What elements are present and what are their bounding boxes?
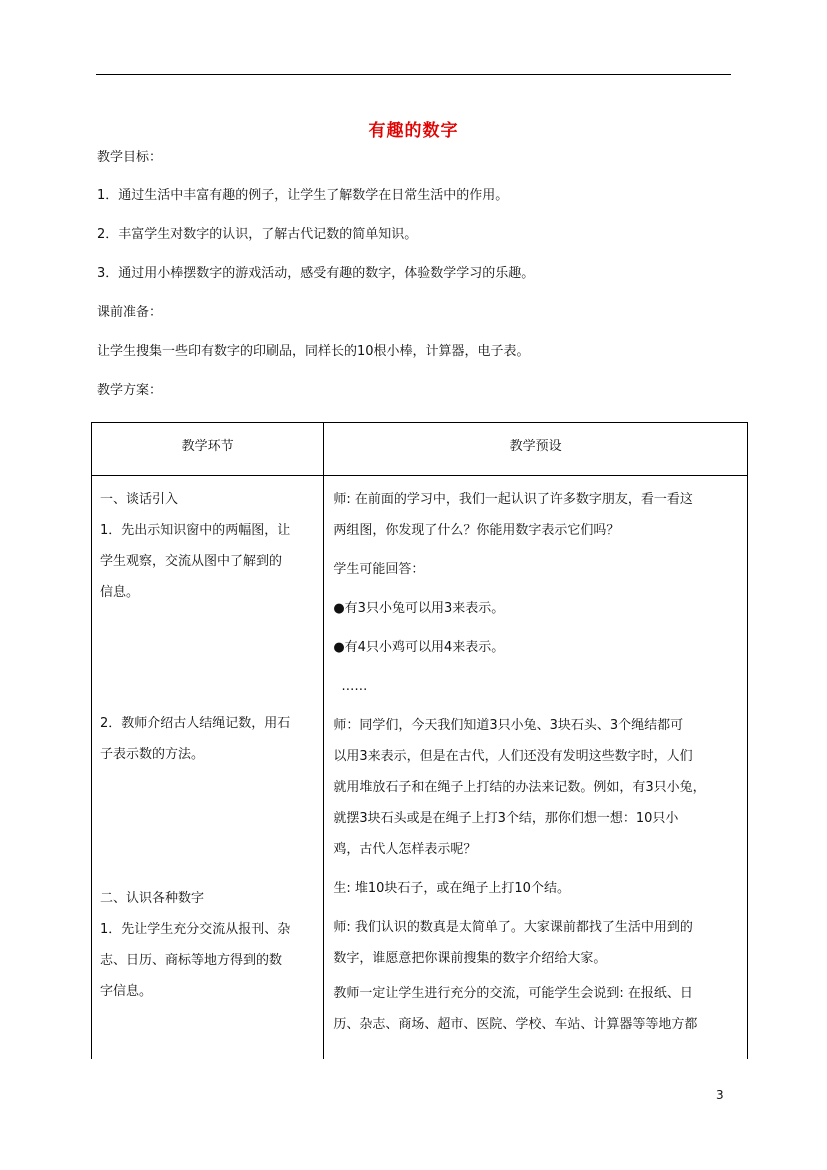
section-2-item-1-line-1: 1．先让学生充分交流从报刊、杂 — [100, 922, 291, 937]
header-stage: 教学环节 — [92, 423, 324, 476]
section-2-title: 二、认识各种数字 — [100, 891, 205, 906]
section-1-item-1-line-1: 1．先出示知识窗中的两幅图，让 — [100, 523, 291, 538]
preset-line: …… — [341, 679, 368, 694]
preset-line: 师: 在前面的学习中，我们一起认识了许多数字朋友，看一看这 — [333, 492, 693, 507]
preset-line: 学生可能回答： — [333, 562, 425, 577]
preset-line: 师: 我们认识的数真是太简单了。大家课前都找了生活中用到的 — [333, 920, 693, 935]
preset-line: 师：同学们，今天我们知道3只小兔、3块石头、3个绳结都可 — [333, 718, 684, 733]
header-rule — [96, 74, 731, 75]
objectives-heading: 教学目标： — [97, 150, 163, 165]
preset-line: ●有3只小兔可以用3来表示。 — [333, 601, 505, 616]
preset-line: 数字，谁愿意把你课前搜集的数字介绍给大家。 — [333, 951, 607, 966]
page-number: 3 — [716, 1088, 724, 1102]
preset-line: ●有4只小鸡可以用4来表示。 — [333, 640, 505, 655]
section-2-item-1-line-2: 志、日历、商标等地方得到的数 — [100, 953, 283, 968]
preset-line: 教师一定让学生进行充分的交流，可能学生会说到: 在报纸、日 — [333, 986, 693, 1001]
header-preset: 教学预设 — [324, 423, 748, 476]
section-2-item-1-line-3: 字信息。 — [100, 984, 153, 999]
prep-text: 让学生搜集一些印有数字的印刷品，同样长的10根小棒，计算器，电子表。 — [97, 344, 530, 359]
section-1-item-2-line-1: 2．教师介绍古人结绳记数，用石 — [100, 716, 291, 731]
document-title: 有趣的数字 — [368, 121, 459, 141]
section-1-title: 一、谈话引入 — [100, 492, 179, 507]
section-1-item-1-line-2: 学生观察，交流从图中了解到的 — [100, 554, 283, 569]
preset-line: 生: 堆10块石子，或在绳子上打10个结。 — [333, 881, 570, 896]
preset-line: 两组图，你发现了什么？你能用数字表示它们吗？ — [333, 523, 620, 538]
preset-cell — [324, 476, 748, 1059]
preset-line: 鸡，古代人怎样表示呢？ — [333, 842, 477, 857]
objective-item-3: 3．通过用小棒摆数字的游戏活动，感受有趣的数字，体验数学学习的乐趣。 — [97, 266, 535, 281]
objective-item-2: 2．丰富学生对数字的认识，了解古代记数的简单知识。 — [97, 227, 418, 242]
plan-heading: 教学方案： — [97, 383, 163, 398]
table-header-row — [92, 423, 748, 476]
section-1-item-1-line-3: 信息。 — [100, 585, 140, 600]
preset-line: 就摆3块石头或是在绳子上打3个结，那你们想一想：10只小 — [333, 811, 679, 826]
preset-line: 以用3来表示，但是在古代，人们还没有发明这些数字时，人们 — [333, 749, 693, 764]
objective-item-1: 1．通过生活中丰富有趣的例子，让学生了解数学在日常生活中的作用。 — [97, 188, 509, 203]
preset-line: 就用堆放石子和在绳子上打结的办法来记数。例如，有3只小兔， — [333, 780, 706, 795]
stage-cell — [92, 476, 324, 1059]
table-row — [92, 476, 748, 1059]
preset-line: 历、杂志、商场、超市、医院、学校、车站、计算器等等地方都 — [333, 1017, 698, 1032]
prep-heading: 课前准备： — [97, 305, 163, 320]
lesson-plan-table — [91, 422, 748, 1059]
section-1-item-2-line-2: 子表示数的方法。 — [100, 747, 205, 762]
